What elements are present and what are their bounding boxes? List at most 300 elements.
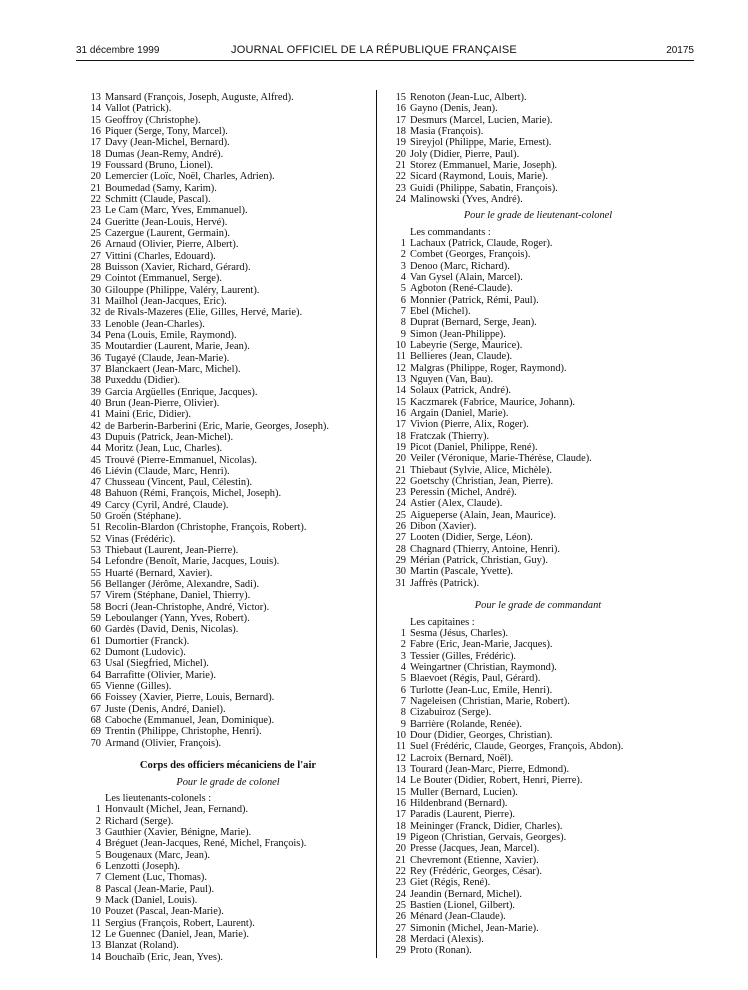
item-number: 27 <box>395 532 406 544</box>
officer-name: Chagnard (Thierry, Antoine, Henri). <box>410 543 560 555</box>
list-item <box>388 923 688 934</box>
list-item <box>83 952 373 963</box>
list-item <box>388 465 688 476</box>
list-item <box>83 534 373 545</box>
header-rule <box>76 60 694 61</box>
officer-name: Moutardier (Laurent, Marie, Jean). <box>105 341 250 353</box>
item-number: 64 <box>90 669 101 681</box>
officer-name: Rey (Frédéric, Georges, César). <box>410 865 542 877</box>
item-number: 9 <box>95 894 101 906</box>
officer-name: Buisson (Xavier, Richard, Gérard). <box>105 261 251 273</box>
list-item <box>388 329 688 340</box>
item-number: 61 <box>90 635 101 647</box>
item-number: 20 <box>395 843 406 855</box>
officer-name: Fabre (Eric, Jean-Marie, Jacques). <box>410 639 553 651</box>
list-item <box>83 624 373 635</box>
officer-name: Desmurs (Marcel, Lucien, Marie). <box>410 114 553 126</box>
list-item <box>83 239 373 250</box>
officer-name: Lemercier (Loïc, Noël, Charles, Adrien). <box>105 171 275 183</box>
officer-name: Veiler (Véronique, Marie-Thérèse, Claude). <box>410 453 592 465</box>
list-item <box>83 251 373 262</box>
item-number: 23 <box>90 205 101 217</box>
list-item <box>83 613 373 624</box>
officer-name: Monnier (Patrick, Rémi, Paul). <box>410 294 539 306</box>
list-item <box>83 906 373 917</box>
item-number: 56 <box>90 579 101 591</box>
officer-name: Virem (Stéphane, Daniel, Thierry). <box>105 590 251 602</box>
item-number: 7 <box>400 696 406 708</box>
list-item <box>388 442 688 453</box>
officer-name: Garcia Argüelles (Enrique, Jacques). <box>105 386 258 398</box>
list-item <box>388 707 688 718</box>
officer-name: Martin (Pascale, Yvette). <box>410 566 514 578</box>
item-number: 4 <box>400 662 406 674</box>
item-number: 51 <box>90 522 101 534</box>
officer-name: Joly (Didier, Pierre, Paul). <box>410 148 520 160</box>
officer-name: Geoffroy (Christophe). <box>105 114 201 126</box>
list-item <box>388 673 688 684</box>
item-number: 20 <box>90 171 101 183</box>
list-item <box>83 838 373 849</box>
item-number: 44 <box>90 443 101 455</box>
list-item <box>83 183 373 194</box>
officer-name: Looten (Didier, Serge, Léon). <box>410 532 533 544</box>
item-number: 40 <box>90 397 101 409</box>
grade-title: Pour le grade de commandant <box>474 600 602 612</box>
officer-name: Sicard (Raymond, Louis, Marie). <box>410 171 548 183</box>
item-number: 52 <box>90 533 101 545</box>
item-number: 22 <box>90 193 101 205</box>
list-item <box>388 317 688 328</box>
officer-name: Pena (Louis, Emile, Raymond). <box>105 329 237 341</box>
list-item <box>83 804 373 815</box>
list-item <box>83 895 373 906</box>
officer-name: Sesma (Jésus, Charles). <box>410 628 509 640</box>
list-item <box>388 137 688 148</box>
item-number: 28 <box>90 261 101 273</box>
list-item <box>388 476 688 487</box>
officer-name: Clement (Luc, Thomas). <box>105 872 207 884</box>
item-number: 58 <box>90 601 101 613</box>
officer-name: Tourard (Jean-Marc, Pierre, Edmond). <box>410 764 570 776</box>
list-item <box>83 511 373 522</box>
item-number: 37 <box>90 363 101 375</box>
list-item <box>388 764 688 775</box>
officer-name: Moritz (Jean, Luc, Charles). <box>105 443 223 455</box>
list-item <box>83 816 373 827</box>
item-number: 13 <box>395 764 406 776</box>
item-number: 11 <box>395 351 406 363</box>
item-number: 17 <box>395 419 406 431</box>
officer-name: Maini (Eric, Didier). <box>105 409 191 421</box>
item-number: 66 <box>90 692 101 704</box>
officer-name: Vinas (Frédéric). <box>105 533 176 545</box>
item-number: 18 <box>395 430 406 442</box>
item-number: 21 <box>395 464 406 476</box>
officer-name: Liévin (Claude, Marc, Henri). <box>105 465 230 477</box>
name-list <box>388 628 688 957</box>
officer-name: Dumont (Ludovic). <box>105 647 186 659</box>
list-item <box>83 590 373 601</box>
item-number: 18 <box>90 148 101 160</box>
list-item <box>388 578 688 589</box>
officer-name: Mack (Daniel, Louis). <box>105 894 198 906</box>
item-number: 21 <box>90 182 101 194</box>
item-number: 8 <box>400 707 406 719</box>
list-item <box>388 741 688 752</box>
list-item <box>388 92 688 103</box>
officer-name: Bastien (Lionel, Gilbert). <box>410 899 516 911</box>
list-item <box>388 397 688 408</box>
list-item <box>83 171 373 182</box>
officer-name: Richard (Serge). <box>105 815 174 827</box>
list-item <box>388 385 688 396</box>
officer-name: Guidi (Philippe, Sabatin, François). <box>410 182 558 194</box>
item-number: 3 <box>400 650 406 662</box>
section-title: Corps des officiers mécaniciens de l'air <box>139 760 317 772</box>
officer-name: Thiebaut (Laurent, Jean-Pierre). <box>105 545 239 557</box>
officer-name: Dumortier (Franck). <box>105 635 190 647</box>
list-item <box>83 375 373 386</box>
item-number: 24 <box>395 193 406 205</box>
officer-name: Tessier (Gilles, Frédéric). <box>410 650 517 662</box>
officer-name: Dour (Didier, Georges, Christian). <box>410 730 553 742</box>
page-number: 20175 <box>666 45 694 56</box>
item-number: 27 <box>90 250 101 262</box>
item-number: 10 <box>90 906 101 918</box>
item-number: 24 <box>90 216 101 228</box>
list-item <box>388 261 688 272</box>
officer-name: Piquer (Serge, Tony, Marcel). <box>105 125 228 137</box>
item-number: 15 <box>395 396 406 408</box>
item-number: 35 <box>90 341 101 353</box>
list-item <box>388 521 688 532</box>
item-number: 26 <box>90 239 101 251</box>
officer-name: Bahuon (Rémi, François, Michel, Joseph). <box>105 488 282 500</box>
list-item <box>388 555 688 566</box>
officer-name: Bougenaux (Marc, Jean). <box>105 849 211 861</box>
list-item <box>83 872 373 883</box>
officer-name: Schmitt (Claude, Pascal). <box>105 193 211 205</box>
officer-name: Nageleisen (Christian, Marie, Robert). <box>410 696 570 708</box>
item-number: 41 <box>90 409 101 421</box>
right-column <box>388 92 688 957</box>
officer-name: Nguyen (Van, Bau). <box>410 373 494 385</box>
list-item <box>388 843 688 854</box>
officer-name: Mansard (François, Joseph, Auguste, Alfred). <box>105 92 294 103</box>
list-item <box>83 738 373 749</box>
rank-subtitle: Les commandants : <box>410 226 491 238</box>
officer-name: Vallot (Patrick). <box>105 103 172 115</box>
item-number: 2 <box>400 639 406 651</box>
item-number: 9 <box>400 718 406 730</box>
header-date: 31 décembre 1999 <box>76 45 160 56</box>
officer-name: Boumedad (Samy, Karim). <box>105 182 217 194</box>
list-item <box>83 929 373 940</box>
officer-name: Mailhol (Jean-Jacques, Eric). <box>105 295 227 307</box>
officer-name: Groën (Stéphane). <box>105 511 182 523</box>
list-item <box>388 753 688 764</box>
item-number: 30 <box>395 566 406 578</box>
officer-name: Cizabuiroz (Serge). <box>410 707 492 719</box>
item-number: 26 <box>395 521 406 533</box>
list-item <box>83 319 373 330</box>
list-item <box>83 217 373 228</box>
list-item <box>83 160 373 171</box>
list-item <box>83 715 373 726</box>
list-item <box>388 877 688 888</box>
list-item <box>388 934 688 945</box>
officer-name: Kaczmarek (Fabrice, Maurice, Johann). <box>410 396 576 408</box>
list-item <box>388 775 688 786</box>
list-item <box>83 850 373 861</box>
item-number: 59 <box>90 613 101 625</box>
list-item <box>83 466 373 477</box>
item-number: 16 <box>395 798 406 810</box>
list-item <box>83 205 373 216</box>
officer-name: Renoton (Jean-Luc, Albert). <box>410 92 527 103</box>
officer-name: Sireyjol (Philippe, Marie, Ernest). <box>410 137 552 149</box>
officer-name: Trouvé (Pierre-Emmanuel, Nicolas). <box>105 454 257 466</box>
list-item <box>388 544 688 555</box>
officer-name: Lenzotti (Joseph). <box>105 860 181 872</box>
list-item <box>388 115 688 126</box>
officer-name: Foussard (Bruno, Lionel). <box>105 159 213 171</box>
item-number: 6 <box>400 684 406 696</box>
item-number: 14 <box>395 385 406 397</box>
item-number: 8 <box>95 883 101 895</box>
list-item <box>83 704 373 715</box>
rank-subtitle: Les lieutenants-colonels : <box>105 793 212 805</box>
item-number: 46 <box>90 465 101 477</box>
item-number: 31 <box>90 295 101 307</box>
item-number: 53 <box>90 545 101 557</box>
item-number: 63 <box>90 658 101 670</box>
officer-name: Gayno (Denis, Jean). <box>410 103 498 115</box>
item-number: 19 <box>395 832 406 843</box>
list-item <box>83 285 373 296</box>
officer-name: Pascal (Jean-Marie, Paul). <box>105 883 215 895</box>
officer-name: Bellieres (Jean, Claude). <box>410 351 513 363</box>
officer-name: Ménard (Jean-Claude). <box>410 911 506 923</box>
item-number: 17 <box>90 137 101 149</box>
officer-name: Peressin (Michel, André). <box>410 487 517 499</box>
item-number: 14 <box>90 103 101 115</box>
list-item <box>83 681 373 692</box>
list-item <box>83 228 373 239</box>
officer-name: Combet (Georges, François). <box>410 249 531 261</box>
officer-name: Turlotte (Jean-Luc, Emile, Henri). <box>410 684 553 696</box>
officer-name: Bouchaïb (Eric, Jean, Yves). <box>105 951 224 963</box>
list-item <box>388 945 688 956</box>
item-number: 34 <box>90 329 101 341</box>
list-item <box>388 510 688 521</box>
list-item <box>388 295 688 306</box>
item-number: 39 <box>90 386 101 398</box>
list-item <box>388 453 688 464</box>
list-item <box>83 330 373 341</box>
list-item <box>83 477 373 488</box>
list-item <box>388 283 688 294</box>
list-item <box>83 364 373 375</box>
list-item <box>388 911 688 922</box>
list-item <box>388 866 688 877</box>
officer-name: Solaux (Patrick, André). <box>410 385 511 397</box>
item-number: 18 <box>395 125 406 137</box>
list-item <box>388 532 688 543</box>
item-number: 5 <box>95 849 101 861</box>
officer-name: Masia (François). <box>410 125 484 137</box>
officer-name: Gilouppe (Philippe, Valéry, Laurent). <box>105 284 260 296</box>
officer-name: Blanckaert (Jean-Marc, Michel). <box>105 363 241 375</box>
list-item <box>388 183 688 194</box>
item-number: 8 <box>400 317 406 329</box>
officer-name: Chusseau (Vincent, Paul, Célestin). <box>105 477 253 489</box>
list-item <box>83 398 373 409</box>
officer-name: Pigeon (Christian, Gervais, Georges). <box>410 832 567 843</box>
officer-name: Armand (Olivier, François). <box>105 737 222 749</box>
officer-name: Picot (Daniel, Philippe, René). <box>410 441 538 453</box>
officer-name: Muller (Bernard, Lucien). <box>410 786 518 798</box>
item-number: 31 <box>395 577 406 589</box>
item-number: 29 <box>395 945 406 957</box>
item-number: 16 <box>395 407 406 419</box>
officer-name: Weingartner (Christian, Raymond). <box>410 662 557 674</box>
item-number: 62 <box>90 647 101 659</box>
list-item <box>388 363 688 374</box>
officer-name: Huarté (Bernard, Xavier). <box>105 567 213 579</box>
list-item <box>388 171 688 182</box>
list-item <box>83 647 373 658</box>
item-number: 27 <box>395 922 406 934</box>
item-number: 60 <box>90 624 101 636</box>
left-column <box>83 92 373 963</box>
list-item <box>83 522 373 533</box>
officer-name: Bellanger (Jérôme, Alexandre, Sadi). <box>105 579 260 591</box>
list-item <box>388 340 688 351</box>
officer-name: Suel (Frédéric, Claude, Georges, François, Abdon). <box>410 741 624 753</box>
name-list <box>388 238 688 589</box>
officer-name: Lachaux (Patrick, Claude, Roger). <box>410 237 553 249</box>
list-item <box>388 662 688 673</box>
list-item <box>388 272 688 283</box>
item-number: 2 <box>400 249 406 261</box>
name-list <box>83 92 373 749</box>
list-item <box>83 115 373 126</box>
item-number: 20 <box>395 148 406 160</box>
list-item <box>83 353 373 364</box>
officer-name: Caboche (Emmanuel, Jean, Dominique). <box>105 715 275 727</box>
item-number: 13 <box>90 92 101 103</box>
list-item <box>388 889 688 900</box>
item-number: 24 <box>395 498 406 510</box>
list-item <box>388 306 688 317</box>
list-item <box>388 487 688 498</box>
officer-name: Brun (Jean-Pierre, Olivier). <box>105 397 220 409</box>
item-number: 15 <box>395 92 406 103</box>
item-number: 4 <box>400 271 406 283</box>
officer-name: Malgras (Philippe, Roger, Raymond). <box>410 362 567 374</box>
item-number: 70 <box>90 737 101 749</box>
officer-name: Honvault (Michel, Jean, Fernand). <box>105 804 249 816</box>
item-number: 45 <box>90 454 101 466</box>
officer-name: Denoo (Marc, Richard). <box>410 260 510 272</box>
item-number: 12 <box>395 362 406 374</box>
item-number: 18 <box>395 820 406 832</box>
item-number: 30 <box>90 284 101 296</box>
grade-title: Pour le grade de lieutenant-colonel <box>463 210 613 222</box>
item-number: 11 <box>395 741 406 753</box>
list-item <box>83 103 373 114</box>
list-item <box>83 568 373 579</box>
item-number: 50 <box>90 511 101 523</box>
list-item <box>83 409 373 420</box>
item-number: 3 <box>95 827 101 838</box>
list-item <box>388 798 688 809</box>
officer-name: Recolin-Blardon (Christophe, François, Robert). <box>105 522 307 534</box>
item-number: 19 <box>90 159 101 171</box>
list-item <box>388 809 688 820</box>
list-item <box>83 149 373 160</box>
item-number: 2 <box>95 815 101 827</box>
list-item <box>388 628 688 639</box>
officer-name: Tugayé (Claude, Jean-Marie). <box>105 352 230 364</box>
officer-name: Meininger (Franck, Didier, Charles). <box>410 820 563 832</box>
item-number: 21 <box>395 159 406 171</box>
list-item <box>83 692 373 703</box>
grade-title: Pour le grade de colonel <box>176 776 280 788</box>
item-number: 68 <box>90 715 101 727</box>
list-item <box>83 92 373 103</box>
officer-name: Pouzet (Pascal, Jean-Marie). <box>105 906 224 918</box>
item-number: 29 <box>90 273 101 285</box>
officer-name: Dumas (Jean-Remy, André). <box>105 148 224 160</box>
officer-name: Proto (Ronan). <box>410 945 472 957</box>
officer-name: Usal (Siegfried, Michel). <box>105 658 209 670</box>
officer-name: Leboulanger (Yann, Yves, Robert). <box>105 613 250 625</box>
list-item <box>83 137 373 148</box>
item-number: 20 <box>395 453 406 465</box>
item-number: 47 <box>90 477 101 489</box>
item-number: 29 <box>395 555 406 567</box>
item-number: 9 <box>400 328 406 340</box>
list-item <box>388 651 688 662</box>
list-item <box>83 940 373 951</box>
list-item <box>388 900 688 911</box>
item-number: 7 <box>95 872 101 884</box>
officer-name: Goetschy (Christian, Jean, Pierre). <box>410 475 554 487</box>
list-item <box>388 249 688 260</box>
item-number: 38 <box>90 375 101 387</box>
officer-name: Sergius (François, Robert, Laurent). <box>105 917 255 929</box>
name-list <box>388 92 688 205</box>
item-number: 12 <box>90 928 101 940</box>
list-item <box>83 443 373 454</box>
item-number: 6 <box>400 294 406 306</box>
officer-name: Simonin (Michel, Jean-Marie). <box>410 922 539 934</box>
item-number: 22 <box>395 171 406 183</box>
list-item <box>388 351 688 362</box>
item-number: 10 <box>395 730 406 742</box>
list-item <box>83 262 373 273</box>
item-number: 6 <box>95 860 101 872</box>
officer-name: Vienne (Gilles). <box>105 681 172 693</box>
list-item <box>83 273 373 284</box>
officer-name: Vittini (Charles, Edouard). <box>105 250 216 262</box>
officer-name: Labeyrie (Serge, Maurice). <box>410 339 523 351</box>
officer-name: Fratczak (Thierry). <box>410 430 490 442</box>
item-number: 49 <box>90 499 101 511</box>
